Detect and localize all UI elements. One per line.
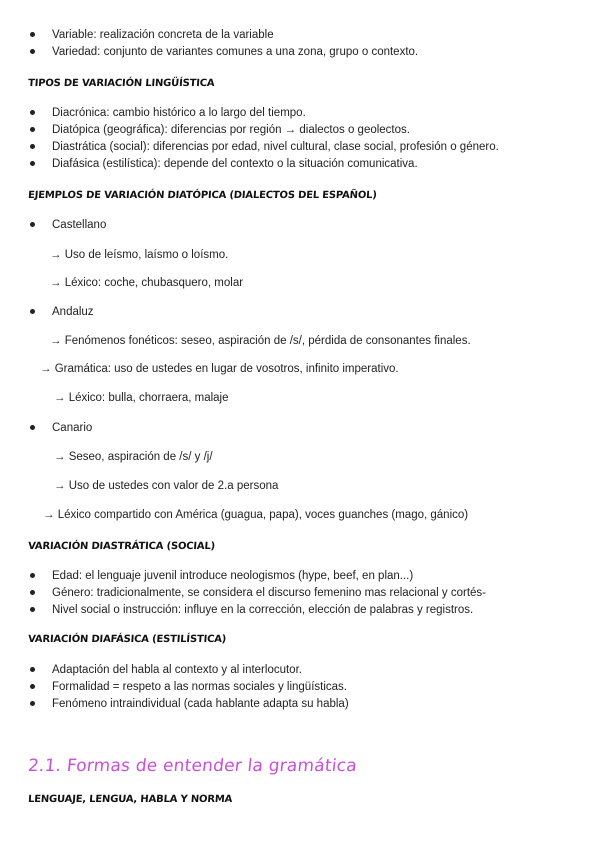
detail-line: → Gramática: uso de ustedes en lugar de vosotros, infinito imperativo.: [40, 363, 399, 375]
section-heading-diafasica: VARIACIÓN DIAFÁSICA (ESTILÍSTICA): [27, 634, 227, 645]
bullet-icon: [30, 110, 35, 115]
bullet-icon: [30, 590, 35, 595]
detail-line: → Seseo, aspiración de /s/ y /j/: [54, 451, 213, 463]
detail-line: → Léxico: bulla, chorraera, malaje: [54, 392, 229, 404]
bullet-icon: [30, 144, 35, 149]
bullet-icon: [30, 309, 35, 314]
section-title: 2.1. Formas de entender la gramática: [26, 756, 358, 776]
detail-line: → Uso de ustedes con valor de 2.a persona: [54, 480, 279, 492]
bullet-icon: [30, 573, 35, 578]
detail-line: → Fenómenos fonéticos: seseo, aspiración de /s/, pérdida de consonantes finales.: [50, 335, 471, 347]
section-heading-ejemplos: EJEMPLOS DE VARIACIÓN DIATÓPICA (DIALECTOS DEL ESPAÑOL): [27, 190, 378, 201]
bullet-icon: [30, 127, 35, 132]
bullet-icon: [30, 667, 35, 672]
document-page: Variable: realización concreta de la variable Variedad: conjunto de variantes comunes a una zona, grupo o contexto. TIPOS DE VARIACIÓN LINGÜÍSTICA Diacrónica: cambio histórico a lo largo del tiempo. Diatópica (geográfica): diferencias por región → dialectos o geolectos. Diastrática (social): diferencias por edad, nivel cultural, clase social, profesión o género. Diafásica (estilística): depende del contexto o la situación comunicativa. EJEMPLOS DE VARIACIÓN DIATÓPICA (DIALECTOS DEL ESPAÑOL) Castellano → Uso de leísmo, laísmo o loísmo. → Léxico: coche, chubasquero, molar Andaluz → Fenómenos fonéticos: seseo, aspiración de /s/, pérdida de consonantes finales. → Gramática: uso de ustedes en lugar de vosotros, infinito imperativo. → Léxico: bulla, chorraera, malaje Canario → Seseo, aspiración de /s/ y /j/ → Uso de ustedes con valor de 2.a persona → Léxico compartido con América (guagua, papa), voces guanches (mago, gánico) VARIACIÓN DIASTRÁTICA (SOCIAL) Edad: el lenguaje juvenil introduce neologismos (hype, beef, en plan...) Género: tradicionalmente, se considera el discurso femenino mas relacional y cortés- Nivel social o instrucción: influye en la corrección, elección de palabras y registros. VARIACIÓN DIAFÁSICA (ESTILÍSTICA) Adaptación del habla al contexto y al interlocutor. Formalidad = respeto a las normas sociales y lingüísticas. Fenómeno intraindividual (cada hablante adapta su habla) 2.1. Formas de entender la gramática LENGUAJE, LENGUA, HABLA Y NORMA: [26, 29, 499, 805]
bullet-icon: [30, 701, 35, 706]
section-heading-tipos: TIPOS DE VARIACIÓN LINGÜÍSTICA: [27, 78, 215, 89]
detail-line: → Uso de leísmo, laísmo o loísmo.: [50, 249, 229, 261]
bullet-icon: [30, 49, 35, 54]
detail-line: → Léxico compartido con América (guagua, papa), voces guanches (mago, gánico): [43, 509, 469, 521]
bullet-icon: [30, 222, 35, 227]
bullet-icon: [30, 32, 35, 37]
bullet-icon: [30, 161, 35, 166]
bullet-icon: [30, 684, 35, 689]
section-heading-diastratica: VARIACIÓN DIASTRÁTICA (SOCIAL): [27, 541, 216, 552]
bullet-icon: [30, 607, 35, 612]
section-subheading: LENGUAJE, LENGUA, HABLA Y NORMA: [27, 794, 233, 805]
bullet-icon: [30, 425, 35, 430]
detail-line: → Léxico: coche, chubasquero, molar: [50, 277, 244, 289]
